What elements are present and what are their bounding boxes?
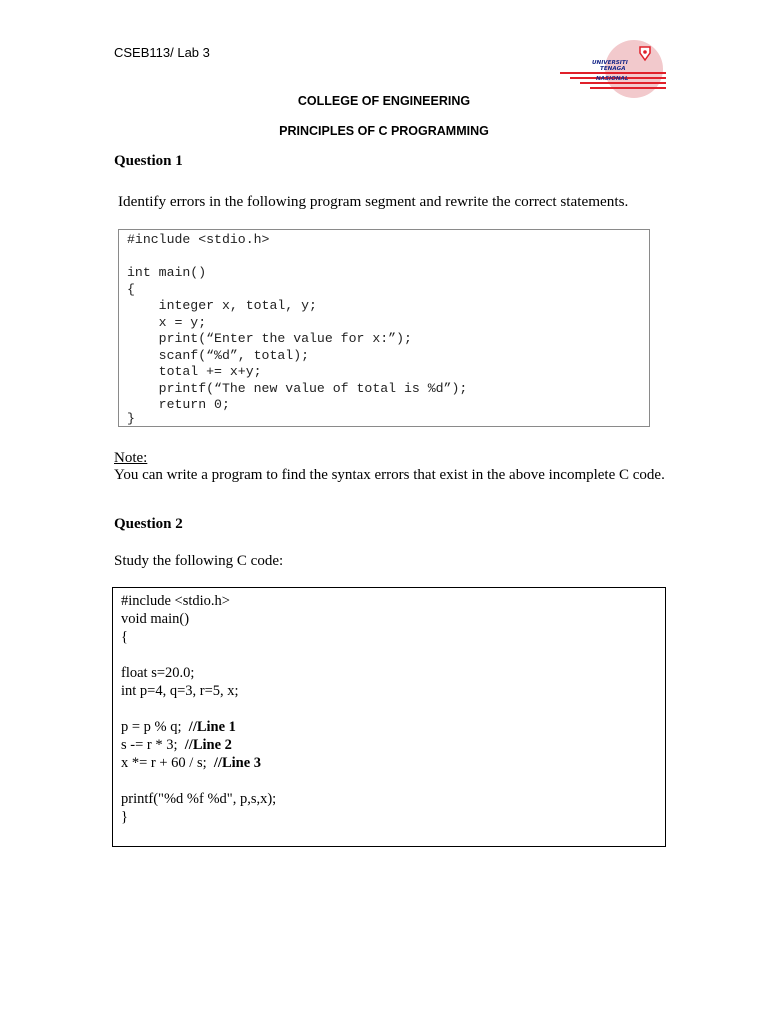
code-line: print(“Enter the value for x:”);: [127, 331, 412, 346]
code-line: [121, 754, 261, 772]
code-line: #include <stdio.h>: [121, 593, 230, 609]
code-line: }: [121, 809, 128, 825]
code-line: total += x+y;: [127, 364, 262, 379]
code-line: #include <stdio.h>: [127, 232, 270, 247]
code-line: float s=20.0;: [121, 665, 195, 681]
code-line: int main(): [127, 265, 207, 280]
code-line: scanf(“%d”, total);: [127, 347, 310, 363]
logo-line-2: TENAGA: [600, 66, 626, 72]
code-line: {: [121, 629, 128, 645]
university-logo-icon: [556, 38, 666, 100]
code-text: x *= r + 60 / s;: [121, 755, 214, 771]
line-comment: //Line 3: [213, 755, 262, 771]
code-line: printf(“The new value of total is %d”);: [127, 380, 468, 396]
code-text: s -= r * 3;: [121, 737, 185, 753]
code-line: void main(): [121, 611, 190, 627]
code-line: {: [127, 281, 135, 297]
note-label: Note:: [114, 450, 148, 466]
question-1-code-box: [118, 229, 650, 427]
code-line: x = y;: [127, 314, 207, 330]
question-1-heading: Question 1: [114, 153, 183, 169]
question-1-instruction: Identify errors in the following program segment and rewrite the correct statements.: [118, 193, 629, 210]
question-2-heading: Question 2: [114, 516, 183, 532]
question-2-instruction: Study the following C code:: [114, 553, 284, 569]
college-title: COLLEGE OF ENGINEERING: [297, 94, 471, 108]
line-comment: //Line 2: [184, 737, 232, 753]
code-line: int p=4, q=3, r=5, x;: [121, 683, 239, 699]
code-line: [121, 736, 232, 754]
logo-line-3: NASIONAL: [596, 76, 629, 82]
code-line: }: [127, 411, 135, 426]
logo-line-1: UNIVERSITI: [592, 60, 628, 66]
code-line: integer x, total, y;: [127, 298, 317, 313]
note-text: You can write a program to find the syntax errors that exist in the above incomplete C code.: [114, 467, 665, 483]
course-code: CSEB113/ Lab 3: [114, 45, 210, 60]
code-text: p = p % q;: [121, 719, 189, 735]
code-line: return 0;: [127, 397, 230, 412]
code-line: [121, 718, 236, 736]
code-line: printf("%d %f %d", p,s,x);: [121, 791, 277, 807]
question-2-code-box: [112, 587, 666, 847]
subject-title: PRINCIPLES OF C PROGRAMMING: [279, 124, 489, 138]
university-logo: [556, 38, 666, 100]
line-comment: //Line 1: [188, 719, 236, 735]
